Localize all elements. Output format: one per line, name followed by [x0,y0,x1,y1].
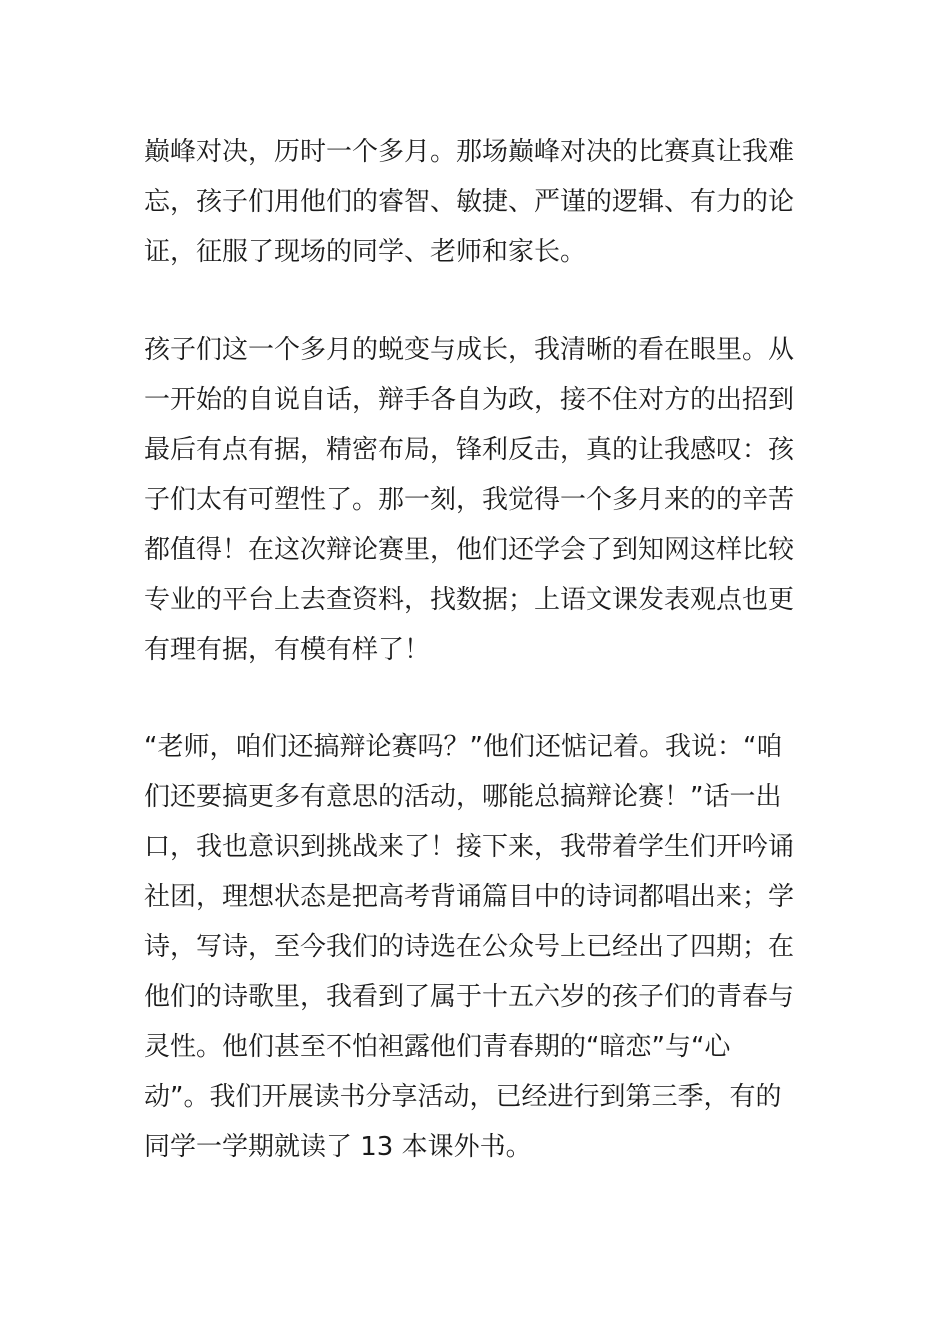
text-line: 最后有点有据，精密布局，锋利反击，真的让我感叹：孩 [144,435,795,465]
text-line: 孩子们这一个多月的蜕变与成长，我清晰的看在眼里。从 [144,335,795,365]
text-line: 有理有据，有模有样了！ [144,635,431,665]
paragraph-student-growth [144,325,824,675]
text-line: 忘，孩子们用他们的睿智、敏捷、严谨的逻辑、有力的论 [144,187,795,217]
text-line: 动”。我们开展读书分享活动，已经进行到第三季，有的 [144,1082,782,1112]
text-line: 巅峰对决，历时一个多月。那场巅峰对决的比赛真让我难 [144,137,795,167]
text-line: 子们太有可塑性了。那一刻，我觉得一个多月来的的辛苦 [144,485,795,515]
text-line: 社团，理想状态是把高考背诵篇目中的诗词都唱出来；学 [144,882,795,912]
text-line: 专业的平台上去查资料，找数据；上语文课发表观点也更 [144,585,795,615]
text-line: 同学一学期就读了 13 本课外书。 [144,1132,532,1162]
text-line: 他们的诗歌里，我看到了属于十五六岁的孩子们的青春与 [144,982,795,1012]
paragraph-new-activities [144,722,824,1172]
paragraph-debate-finale [144,127,824,277]
text-line: 灵性。他们甚至不怕袒露他们青春期的“暗恋”与“心 [144,1032,731,1062]
text-line: 诗，写诗，至今我们的诗选在公众号上已经出了四期；在 [144,932,795,962]
text-line: 证，征服了现场的同学、老师和家长。 [144,237,587,267]
text-line: 一开始的自说自话，辩手各自为政，接不住对方的出招到 [144,385,795,415]
text-line: “老师，咱们还搞辩论赛吗？”他们还惦记着。我说：“咱 [144,732,783,762]
text-line: 口，我也意识到挑战来了！接下来，我带着学生们开吟诵 [144,832,795,862]
text-line: 都值得！在这次辩论赛里，他们还学会了到知网这样比较 [144,535,795,565]
text-line: 们还要搞更多有意思的活动，哪能总搞辩论赛！”话一出 [144,782,782,812]
